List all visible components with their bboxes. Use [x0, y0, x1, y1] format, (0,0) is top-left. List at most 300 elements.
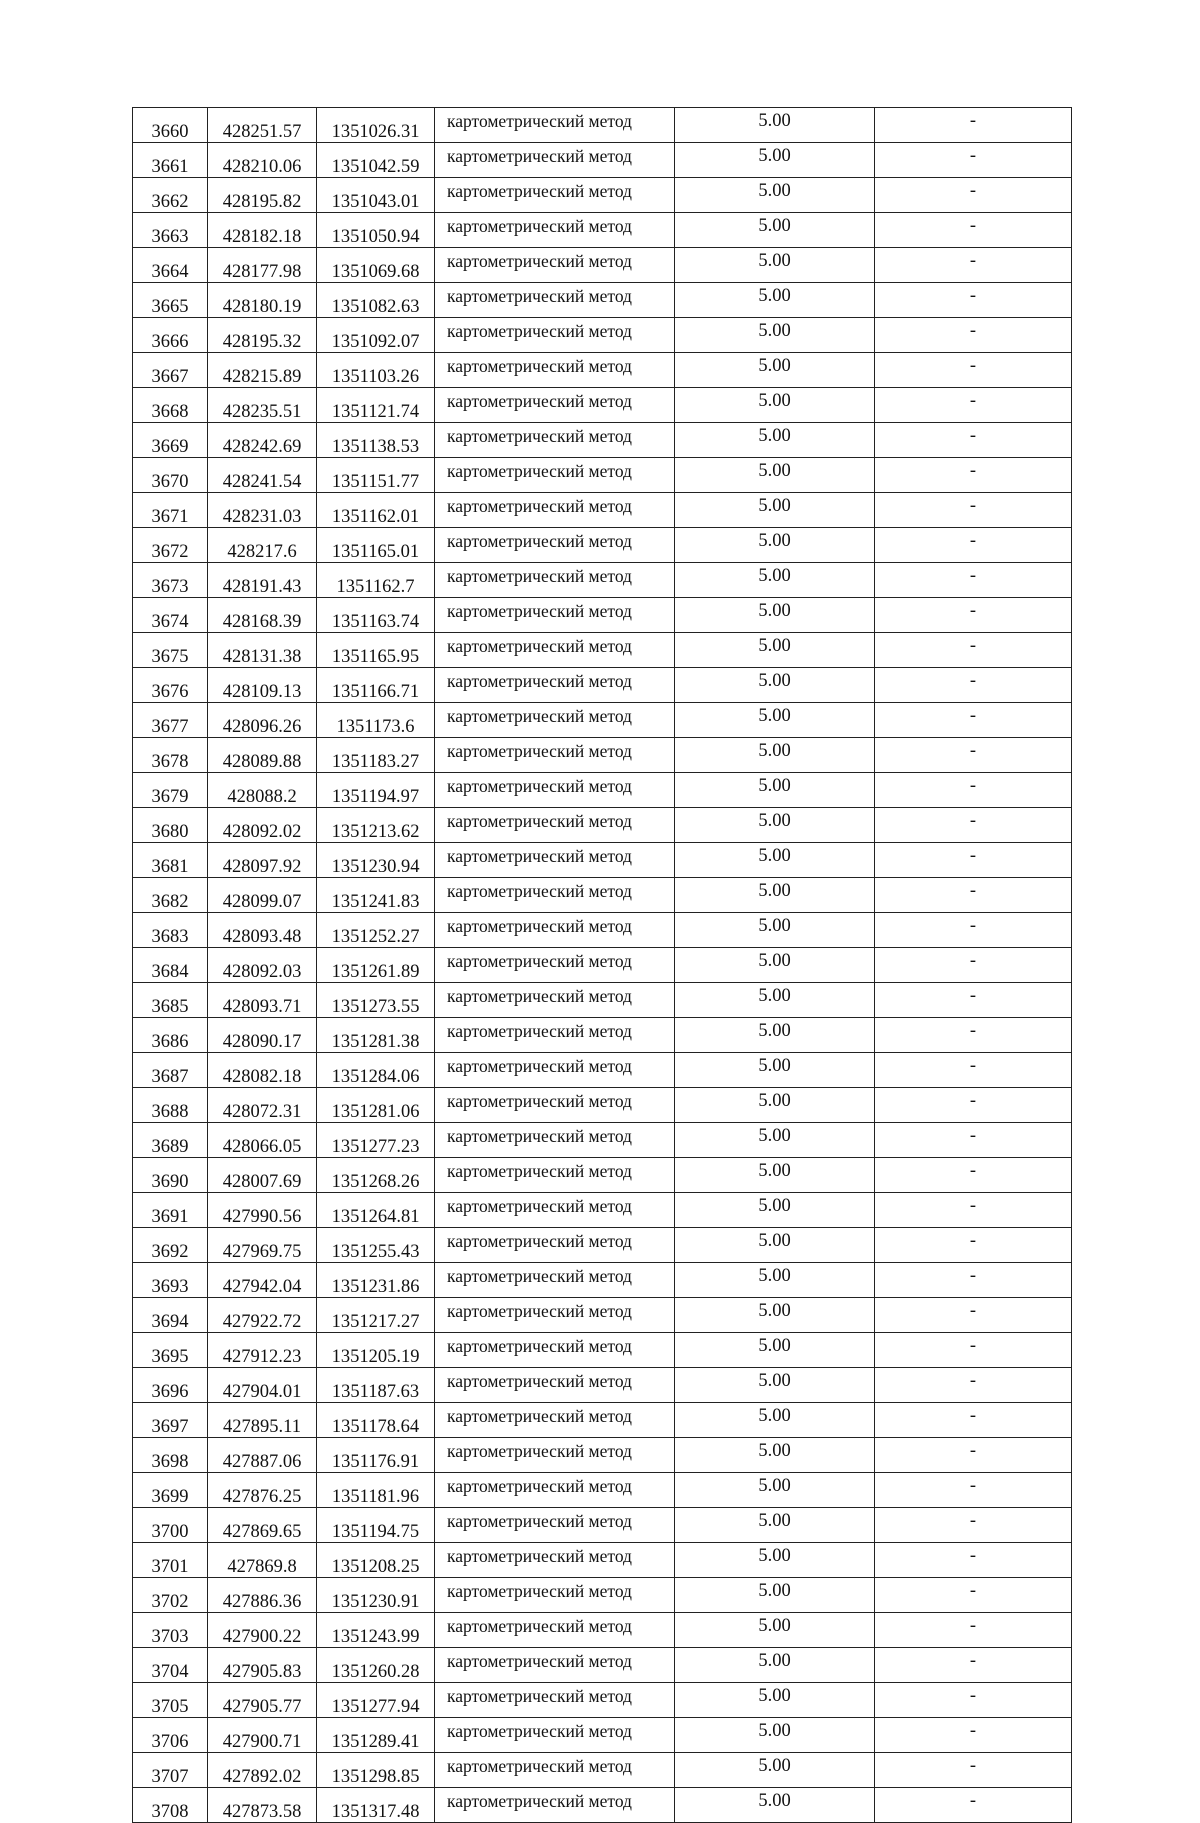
- description-cell: -: [875, 213, 1072, 248]
- description-cell: -: [875, 1263, 1072, 1298]
- description-cell: -: [875, 878, 1072, 913]
- point-number-cell: 3707: [133, 1753, 208, 1788]
- description-cell: -: [875, 1613, 1072, 1648]
- precision-cell: 5.00: [675, 633, 875, 668]
- table-row: [133, 108, 1072, 143]
- x-coordinate-cell: 427905.83: [208, 1648, 317, 1683]
- table-row: [133, 598, 1072, 633]
- y-coordinate-cell: 1351268.26: [317, 1158, 435, 1193]
- method-cell: картометрический метод: [435, 1123, 675, 1158]
- point-number-cell: 3693: [133, 1263, 208, 1298]
- method-cell: картометрический метод: [435, 668, 675, 703]
- precision-cell: 5.00: [675, 843, 875, 878]
- table-row: [133, 423, 1072, 458]
- table-row: [133, 1228, 1072, 1263]
- precision-cell: 5.00: [675, 948, 875, 983]
- x-coordinate-cell: 427912.23: [208, 1333, 317, 1368]
- precision-cell: 5.00: [675, 1298, 875, 1333]
- precision-cell: 5.00: [675, 318, 875, 353]
- y-coordinate-cell: 1351241.83: [317, 878, 435, 913]
- description-cell: -: [875, 1578, 1072, 1613]
- method-cell: картометрический метод: [435, 178, 675, 213]
- y-coordinate-cell: 1351231.86: [317, 1263, 435, 1298]
- x-coordinate-cell: 427887.06: [208, 1438, 317, 1473]
- method-cell: картометрический метод: [435, 1613, 675, 1648]
- description-cell: -: [875, 668, 1072, 703]
- y-coordinate-cell: 1351281.38: [317, 1018, 435, 1053]
- description-cell: -: [875, 388, 1072, 423]
- table-row: [133, 1158, 1072, 1193]
- x-coordinate-cell: 428177.98: [208, 248, 317, 283]
- y-coordinate-cell: 1351317.48: [317, 1788, 435, 1823]
- precision-cell: 5.00: [675, 738, 875, 773]
- point-number-cell: 3681: [133, 843, 208, 878]
- method-cell: картометрический метод: [435, 563, 675, 598]
- description-cell: -: [875, 598, 1072, 633]
- method-cell: картометрический метод: [435, 143, 675, 178]
- point-number-cell: 3698: [133, 1438, 208, 1473]
- point-number-cell: 3670: [133, 458, 208, 493]
- table-row: [133, 878, 1072, 913]
- y-coordinate-cell: 1351166.71: [317, 668, 435, 703]
- table-row: [133, 528, 1072, 563]
- table-row: [133, 773, 1072, 808]
- method-cell: картометрический метод: [435, 1088, 675, 1123]
- table-row: [133, 143, 1072, 178]
- x-coordinate-cell: 427873.58: [208, 1788, 317, 1823]
- point-number-cell: 3695: [133, 1333, 208, 1368]
- y-coordinate-cell: 1351205.19: [317, 1333, 435, 1368]
- method-cell: картометрический метод: [435, 1193, 675, 1228]
- point-number-cell: 3682: [133, 878, 208, 913]
- precision-cell: 5.00: [675, 598, 875, 633]
- description-cell: -: [875, 773, 1072, 808]
- table-row: [133, 178, 1072, 213]
- precision-cell: 5.00: [675, 493, 875, 528]
- table-row: [133, 1718, 1072, 1753]
- point-number-cell: 3688: [133, 1088, 208, 1123]
- method-cell: картометрический метод: [435, 423, 675, 458]
- coordinates-table: [132, 107, 1072, 1823]
- point-number-cell: 3678: [133, 738, 208, 773]
- table-row: [133, 1438, 1072, 1473]
- point-number-cell: 3674: [133, 598, 208, 633]
- table-row: [133, 1788, 1072, 1823]
- point-number-cell: 3683: [133, 913, 208, 948]
- table-row: [133, 808, 1072, 843]
- method-cell: картометрический метод: [435, 1228, 675, 1263]
- precision-cell: 5.00: [675, 668, 875, 703]
- y-coordinate-cell: 1351176.91: [317, 1438, 435, 1473]
- x-coordinate-cell: 428180.19: [208, 283, 317, 318]
- method-cell: картометрический метод: [435, 773, 675, 808]
- description-cell: -: [875, 353, 1072, 388]
- precision-cell: 5.00: [675, 1158, 875, 1193]
- table-row: [133, 738, 1072, 773]
- y-coordinate-cell: 1351187.63: [317, 1368, 435, 1403]
- method-cell: картометрический метод: [435, 1578, 675, 1613]
- precision-cell: 5.00: [675, 1648, 875, 1683]
- y-coordinate-cell: 1351042.59: [317, 143, 435, 178]
- table-row: [133, 248, 1072, 283]
- precision-cell: 5.00: [675, 1333, 875, 1368]
- table-row: [133, 1683, 1072, 1718]
- description-cell: -: [875, 108, 1072, 143]
- method-cell: картометрический метод: [435, 458, 675, 493]
- y-coordinate-cell: 1351165.01: [317, 528, 435, 563]
- description-cell: -: [875, 1753, 1072, 1788]
- table-row: [133, 1333, 1072, 1368]
- point-number-cell: 3705: [133, 1683, 208, 1718]
- description-cell: -: [875, 1473, 1072, 1508]
- y-coordinate-cell: 1351255.43: [317, 1228, 435, 1263]
- y-coordinate-cell: 1351165.95: [317, 633, 435, 668]
- y-coordinate-cell: 1351181.96: [317, 1473, 435, 1508]
- precision-cell: 5.00: [675, 1088, 875, 1123]
- description-cell: -: [875, 948, 1072, 983]
- description-cell: -: [875, 283, 1072, 318]
- point-number-cell: 3661: [133, 143, 208, 178]
- y-coordinate-cell: 1351217.27: [317, 1298, 435, 1333]
- x-coordinate-cell: 428182.18: [208, 213, 317, 248]
- method-cell: картометрический метод: [435, 1263, 675, 1298]
- y-coordinate-cell: 1351213.62: [317, 808, 435, 843]
- table-row: [133, 703, 1072, 738]
- table-row: [133, 1053, 1072, 1088]
- method-cell: картометрический метод: [435, 1018, 675, 1053]
- y-coordinate-cell: 1351252.27: [317, 913, 435, 948]
- table-row: [133, 1123, 1072, 1158]
- precision-cell: 5.00: [675, 1018, 875, 1053]
- point-number-cell: 3669: [133, 423, 208, 458]
- method-cell: картометрический метод: [435, 108, 675, 143]
- method-cell: картометрический метод: [435, 1438, 675, 1473]
- y-coordinate-cell: 1351178.64: [317, 1403, 435, 1438]
- precision-cell: 5.00: [675, 1473, 875, 1508]
- precision-cell: 5.00: [675, 178, 875, 213]
- y-coordinate-cell: 1351273.55: [317, 983, 435, 1018]
- table-row: [133, 633, 1072, 668]
- precision-cell: 5.00: [675, 563, 875, 598]
- precision-cell: 5.00: [675, 143, 875, 178]
- precision-cell: 5.00: [675, 1613, 875, 1648]
- y-coordinate-cell: 1351138.53: [317, 423, 435, 458]
- description-cell: -: [875, 1053, 1072, 1088]
- point-number-cell: 3685: [133, 983, 208, 1018]
- precision-cell: 5.00: [675, 283, 875, 318]
- description-cell: -: [875, 528, 1072, 563]
- method-cell: картометрический метод: [435, 983, 675, 1018]
- description-cell: -: [875, 1368, 1072, 1403]
- point-number-cell: 3680: [133, 808, 208, 843]
- y-coordinate-cell: 1351277.94: [317, 1683, 435, 1718]
- point-number-cell: 3671: [133, 493, 208, 528]
- description-cell: -: [875, 493, 1072, 528]
- precision-cell: 5.00: [675, 1578, 875, 1613]
- y-coordinate-cell: 1351243.99: [317, 1613, 435, 1648]
- point-number-cell: 3697: [133, 1403, 208, 1438]
- y-coordinate-cell: 1351264.81: [317, 1193, 435, 1228]
- description-cell: -: [875, 458, 1072, 493]
- description-cell: -: [875, 703, 1072, 738]
- description-cell: -: [875, 1508, 1072, 1543]
- precision-cell: 5.00: [675, 1368, 875, 1403]
- x-coordinate-cell: 428089.88: [208, 738, 317, 773]
- point-number-cell: 3677: [133, 703, 208, 738]
- description-cell: -: [875, 913, 1072, 948]
- point-number-cell: 3684: [133, 948, 208, 983]
- x-coordinate-cell: 428099.07: [208, 878, 317, 913]
- method-cell: картометрический метод: [435, 633, 675, 668]
- table-row: [133, 1473, 1072, 1508]
- x-coordinate-cell: 428072.31: [208, 1088, 317, 1123]
- precision-cell: 5.00: [675, 913, 875, 948]
- table-row: [133, 353, 1072, 388]
- point-number-cell: 3679: [133, 773, 208, 808]
- y-coordinate-cell: 1351208.25: [317, 1543, 435, 1578]
- x-coordinate-cell: 428109.13: [208, 668, 317, 703]
- precision-cell: 5.00: [675, 1228, 875, 1263]
- point-number-cell: 3701: [133, 1543, 208, 1578]
- description-cell: -: [875, 1298, 1072, 1333]
- description-cell: -: [875, 1333, 1072, 1368]
- x-coordinate-cell: 428242.69: [208, 423, 317, 458]
- description-cell: -: [875, 738, 1072, 773]
- y-coordinate-cell: 1351103.26: [317, 353, 435, 388]
- table-row: [133, 1298, 1072, 1333]
- point-number-cell: 3667: [133, 353, 208, 388]
- x-coordinate-cell: 428092.03: [208, 948, 317, 983]
- description-cell: -: [875, 1158, 1072, 1193]
- precision-cell: 5.00: [675, 458, 875, 493]
- x-coordinate-cell: 428096.26: [208, 703, 317, 738]
- description-cell: -: [875, 248, 1072, 283]
- y-coordinate-cell: 1351026.31: [317, 108, 435, 143]
- point-number-cell: 3687: [133, 1053, 208, 1088]
- description-cell: -: [875, 178, 1072, 213]
- table-row: [133, 1193, 1072, 1228]
- y-coordinate-cell: 1351298.85: [317, 1753, 435, 1788]
- method-cell: картометрический метод: [435, 283, 675, 318]
- table-row: [133, 1508, 1072, 1543]
- method-cell: картометрический метод: [435, 1158, 675, 1193]
- precision-cell: 5.00: [675, 1193, 875, 1228]
- method-cell: картометрический метод: [435, 528, 675, 563]
- description-cell: -: [875, 563, 1072, 598]
- x-coordinate-cell: 428191.43: [208, 563, 317, 598]
- x-coordinate-cell: 427869.65: [208, 1508, 317, 1543]
- precision-cell: 5.00: [675, 1543, 875, 1578]
- precision-cell: 5.00: [675, 108, 875, 143]
- description-cell: -: [875, 808, 1072, 843]
- table-row: [133, 1018, 1072, 1053]
- point-number-cell: 3691: [133, 1193, 208, 1228]
- precision-cell: 5.00: [675, 1753, 875, 1788]
- description-cell: -: [875, 1228, 1072, 1263]
- point-number-cell: 3668: [133, 388, 208, 423]
- precision-cell: 5.00: [675, 983, 875, 1018]
- y-coordinate-cell: 1351092.07: [317, 318, 435, 353]
- description-cell: -: [875, 1683, 1072, 1718]
- point-number-cell: 3704: [133, 1648, 208, 1683]
- description-cell: -: [875, 1403, 1072, 1438]
- table-row: [133, 283, 1072, 318]
- description-cell: -: [875, 1018, 1072, 1053]
- x-coordinate-cell: 427905.77: [208, 1683, 317, 1718]
- table-row: [133, 1648, 1072, 1683]
- x-coordinate-cell: 428217.6: [208, 528, 317, 563]
- precision-cell: 5.00: [675, 1788, 875, 1823]
- method-cell: картометрический метод: [435, 1648, 675, 1683]
- x-coordinate-cell: 428097.92: [208, 843, 317, 878]
- method-cell: картометрический метод: [435, 948, 675, 983]
- x-coordinate-cell: 427886.36: [208, 1578, 317, 1613]
- y-coordinate-cell: 1351183.27: [317, 738, 435, 773]
- table-row: [133, 1613, 1072, 1648]
- y-coordinate-cell: 1351162.01: [317, 493, 435, 528]
- point-number-cell: 3664: [133, 248, 208, 283]
- y-coordinate-cell: 1351069.68: [317, 248, 435, 283]
- table-row: [133, 493, 1072, 528]
- point-number-cell: 3660: [133, 108, 208, 143]
- x-coordinate-cell: 428092.02: [208, 808, 317, 843]
- table-row: [133, 1753, 1072, 1788]
- point-number-cell: 3666: [133, 318, 208, 353]
- table-row: [133, 983, 1072, 1018]
- y-coordinate-cell: 1351194.97: [317, 773, 435, 808]
- description-cell: -: [875, 1718, 1072, 1753]
- table-row: [133, 913, 1072, 948]
- point-number-cell: 3675: [133, 633, 208, 668]
- point-number-cell: 3694: [133, 1298, 208, 1333]
- x-coordinate-cell: 428195.82: [208, 178, 317, 213]
- table-row: [133, 1368, 1072, 1403]
- y-coordinate-cell: 1351260.28: [317, 1648, 435, 1683]
- precision-cell: 5.00: [675, 1053, 875, 1088]
- precision-cell: 5.00: [675, 248, 875, 283]
- precision-cell: 5.00: [675, 1123, 875, 1158]
- description-cell: -: [875, 1438, 1072, 1473]
- method-cell: картометрический метод: [435, 1788, 675, 1823]
- x-coordinate-cell: 428131.38: [208, 633, 317, 668]
- precision-cell: 5.00: [675, 423, 875, 458]
- method-cell: картометрический метод: [435, 1753, 675, 1788]
- precision-cell: 5.00: [675, 388, 875, 423]
- point-number-cell: 3708: [133, 1788, 208, 1823]
- description-cell: -: [875, 1648, 1072, 1683]
- method-cell: картометрический метод: [435, 913, 675, 948]
- method-cell: картометрический метод: [435, 1368, 675, 1403]
- description-cell: -: [875, 1543, 1072, 1578]
- method-cell: картометрический метод: [435, 318, 675, 353]
- y-coordinate-cell: 1351082.63: [317, 283, 435, 318]
- x-coordinate-cell: 427892.02: [208, 1753, 317, 1788]
- precision-cell: 5.00: [675, 773, 875, 808]
- x-coordinate-cell: 428090.17: [208, 1018, 317, 1053]
- method-cell: картометрический метод: [435, 1683, 675, 1718]
- method-cell: картометрический метод: [435, 1403, 675, 1438]
- x-coordinate-cell: 428066.05: [208, 1123, 317, 1158]
- method-cell: картометрический метод: [435, 1508, 675, 1543]
- x-coordinate-cell: 428195.32: [208, 318, 317, 353]
- point-number-cell: 3699: [133, 1473, 208, 1508]
- table-row: [133, 458, 1072, 493]
- point-number-cell: 3692: [133, 1228, 208, 1263]
- precision-cell: 5.00: [675, 1263, 875, 1298]
- precision-cell: 5.00: [675, 1403, 875, 1438]
- x-coordinate-cell: 427900.71: [208, 1718, 317, 1753]
- x-coordinate-cell: 428007.69: [208, 1158, 317, 1193]
- y-coordinate-cell: 1351173.6: [317, 703, 435, 738]
- x-coordinate-cell: 427942.04: [208, 1263, 317, 1298]
- x-coordinate-cell: 428215.89: [208, 353, 317, 388]
- coordinates-table-body: [133, 108, 1072, 1823]
- method-cell: картометрический метод: [435, 1333, 675, 1368]
- precision-cell: 5.00: [675, 213, 875, 248]
- description-cell: -: [875, 843, 1072, 878]
- method-cell: картометрический метод: [435, 1543, 675, 1578]
- x-coordinate-cell: 428093.71: [208, 983, 317, 1018]
- y-coordinate-cell: 1351230.91: [317, 1578, 435, 1613]
- y-coordinate-cell: 1351151.77: [317, 458, 435, 493]
- y-coordinate-cell: 1351162.7: [317, 563, 435, 598]
- description-cell: -: [875, 318, 1072, 353]
- method-cell: картометрический метод: [435, 493, 675, 528]
- x-coordinate-cell: 427876.25: [208, 1473, 317, 1508]
- method-cell: картометрический метод: [435, 213, 675, 248]
- x-coordinate-cell: 428251.57: [208, 108, 317, 143]
- y-coordinate-cell: 1351043.01: [317, 178, 435, 213]
- x-coordinate-cell: 428093.48: [208, 913, 317, 948]
- y-coordinate-cell: 1351281.06: [317, 1088, 435, 1123]
- description-cell: -: [875, 1788, 1072, 1823]
- precision-cell: 5.00: [675, 353, 875, 388]
- x-coordinate-cell: 427969.75: [208, 1228, 317, 1263]
- point-number-cell: 3676: [133, 668, 208, 703]
- method-cell: картометрический метод: [435, 248, 675, 283]
- x-coordinate-cell: 428088.2: [208, 773, 317, 808]
- point-number-cell: 3700: [133, 1508, 208, 1543]
- precision-cell: 5.00: [675, 1718, 875, 1753]
- point-number-cell: 3673: [133, 563, 208, 598]
- table-row: [133, 843, 1072, 878]
- method-cell: картометрический метод: [435, 843, 675, 878]
- x-coordinate-cell: 428231.03: [208, 493, 317, 528]
- description-cell: -: [875, 983, 1072, 1018]
- x-coordinate-cell: 427869.8: [208, 1543, 317, 1578]
- point-number-cell: 3663: [133, 213, 208, 248]
- table-row: [133, 318, 1072, 353]
- table-row: [133, 1578, 1072, 1613]
- description-cell: -: [875, 1088, 1072, 1123]
- x-coordinate-cell: 427895.11: [208, 1403, 317, 1438]
- x-coordinate-cell: 427990.56: [208, 1193, 317, 1228]
- table-row: [133, 948, 1072, 983]
- table-row: [133, 388, 1072, 423]
- y-coordinate-cell: 1351050.94: [317, 213, 435, 248]
- table-row: [133, 1263, 1072, 1298]
- description-cell: -: [875, 423, 1072, 458]
- x-coordinate-cell: 427904.01: [208, 1368, 317, 1403]
- x-coordinate-cell: 428210.06: [208, 143, 317, 178]
- point-number-cell: 3672: [133, 528, 208, 563]
- method-cell: картометрический метод: [435, 388, 675, 423]
- precision-cell: 5.00: [675, 1683, 875, 1718]
- y-coordinate-cell: 1351194.75: [317, 1508, 435, 1543]
- point-number-cell: 3702: [133, 1578, 208, 1613]
- point-number-cell: 3706: [133, 1718, 208, 1753]
- table-row: [133, 1403, 1072, 1438]
